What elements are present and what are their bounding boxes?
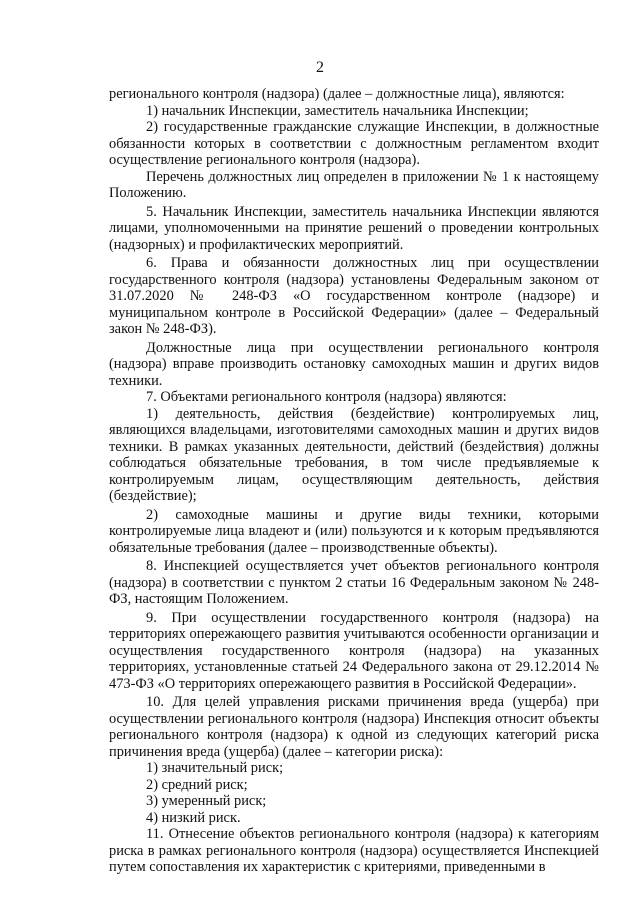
paragraph-clause-7: 7. Объектами регионального контроля (надзора) являются: <box>146 389 507 405</box>
paragraph-list-item: 2) средний риск; <box>146 776 248 793</box>
document-body <box>109 86 599 876</box>
paragraph-clause-8: 8. Инспекцией осуществляется учет объектов регионального контроля (надзора) в соответствии с пунктом 2 статьи 16 Федеральным законом № 248-ФЗ, настоящим Положением. <box>109 558 599 607</box>
paragraph-clause-5: 5. Начальник Инспекции, заместитель начальника Инспекции являются лицами, уполномоченными на принятие решений о проведении контрольных (надзорных) и профилактических мероприятий. <box>109 203 599 253</box>
paragraph: Перечень должностных лиц определен в приложении № 1 к настоящему Положению. <box>109 168 599 201</box>
paragraph-list-item: 1) начальник Инспекции, заместитель начальника Инспекции; <box>146 102 529 119</box>
paragraph-clause-11: 11. Отнесение объектов регионального контроля (надзора) к категориям риска в рамках регионального контроля (надзора) осуществляется Инспекцией путем сопоставления их характеристик с критериями, приведенными в <box>109 826 599 875</box>
paragraph-list-item: 1) значительный риск; <box>146 760 284 776</box>
paragraph-clause-9: 9. При осуществлении государственного контроля (надзора) на территориях опережающего развития учитываются особенности организации и осуществления государственного контроля (надзора) на указанных территориях, установленные статьей 24 Федерального закона от 29.12.2014 № 473-ФЗ «О территориях опережающего развития в Российской Федерации». <box>109 609 599 692</box>
paragraph-clause-10: 10. Для целей управления рисками причинения вреда (ущерба) при осуществлении регионального контроля (надзора) Инспекция относит объекты регионального контроля (надзора) к одной из следующих категорий риска причинения вреда (ущерба) (далее – категории риска): <box>109 694 599 760</box>
paragraph-list-item: 3) умеренный риск; <box>146 793 267 809</box>
page-number: 2 <box>316 59 324 76</box>
paragraph-list-item: 2) государственные гражданские служащие Инспекции, в должностные обязанности которых в соответствии с должностным регламентом входит осуществление регионального контроля (надзора). <box>109 119 599 168</box>
paragraph-list-item: 4) низкий риск. <box>146 809 241 826</box>
paragraph-list-item: 2) самоходные машины и другие виды техники, которыми контролируемые лица владеют и (или) пользуются и к которым предъявляются обязательные требования (далее – производственные объекты). <box>109 506 599 556</box>
paragraph-continuation: регионального контроля (надзора) (далее – должностные лица), являются: <box>109 86 565 102</box>
paragraph-clause-6: 6. Права и обязанности должностных лиц при осуществлении государственного контроля (надзора) установлены Федеральным законом от 31.07.2020 № 248-ФЗ «О государственном контроле (надзоре) и муниципальном контроле в Российской Федерации» (далее – Федеральный закон № 248-ФЗ). <box>109 255 599 337</box>
paragraph-list-item: 1) деятельность, действия (бездействие) контролируемых лиц, являющихся владельцами, изготовителями самоходных машин и других видов техники. В рамках указанных деятельности, действий (бездействия) должны соблюдаться обязательные требования, в том числе предъявляемые к контролируемым лицам, осуществляющим деятельность, действия (бездействие); <box>109 405 599 504</box>
paragraph: Должностные лица при осуществлении регионального контроля (надзора) вправе производить остановку самоходных машин и других видов техники. <box>109 339 599 389</box>
